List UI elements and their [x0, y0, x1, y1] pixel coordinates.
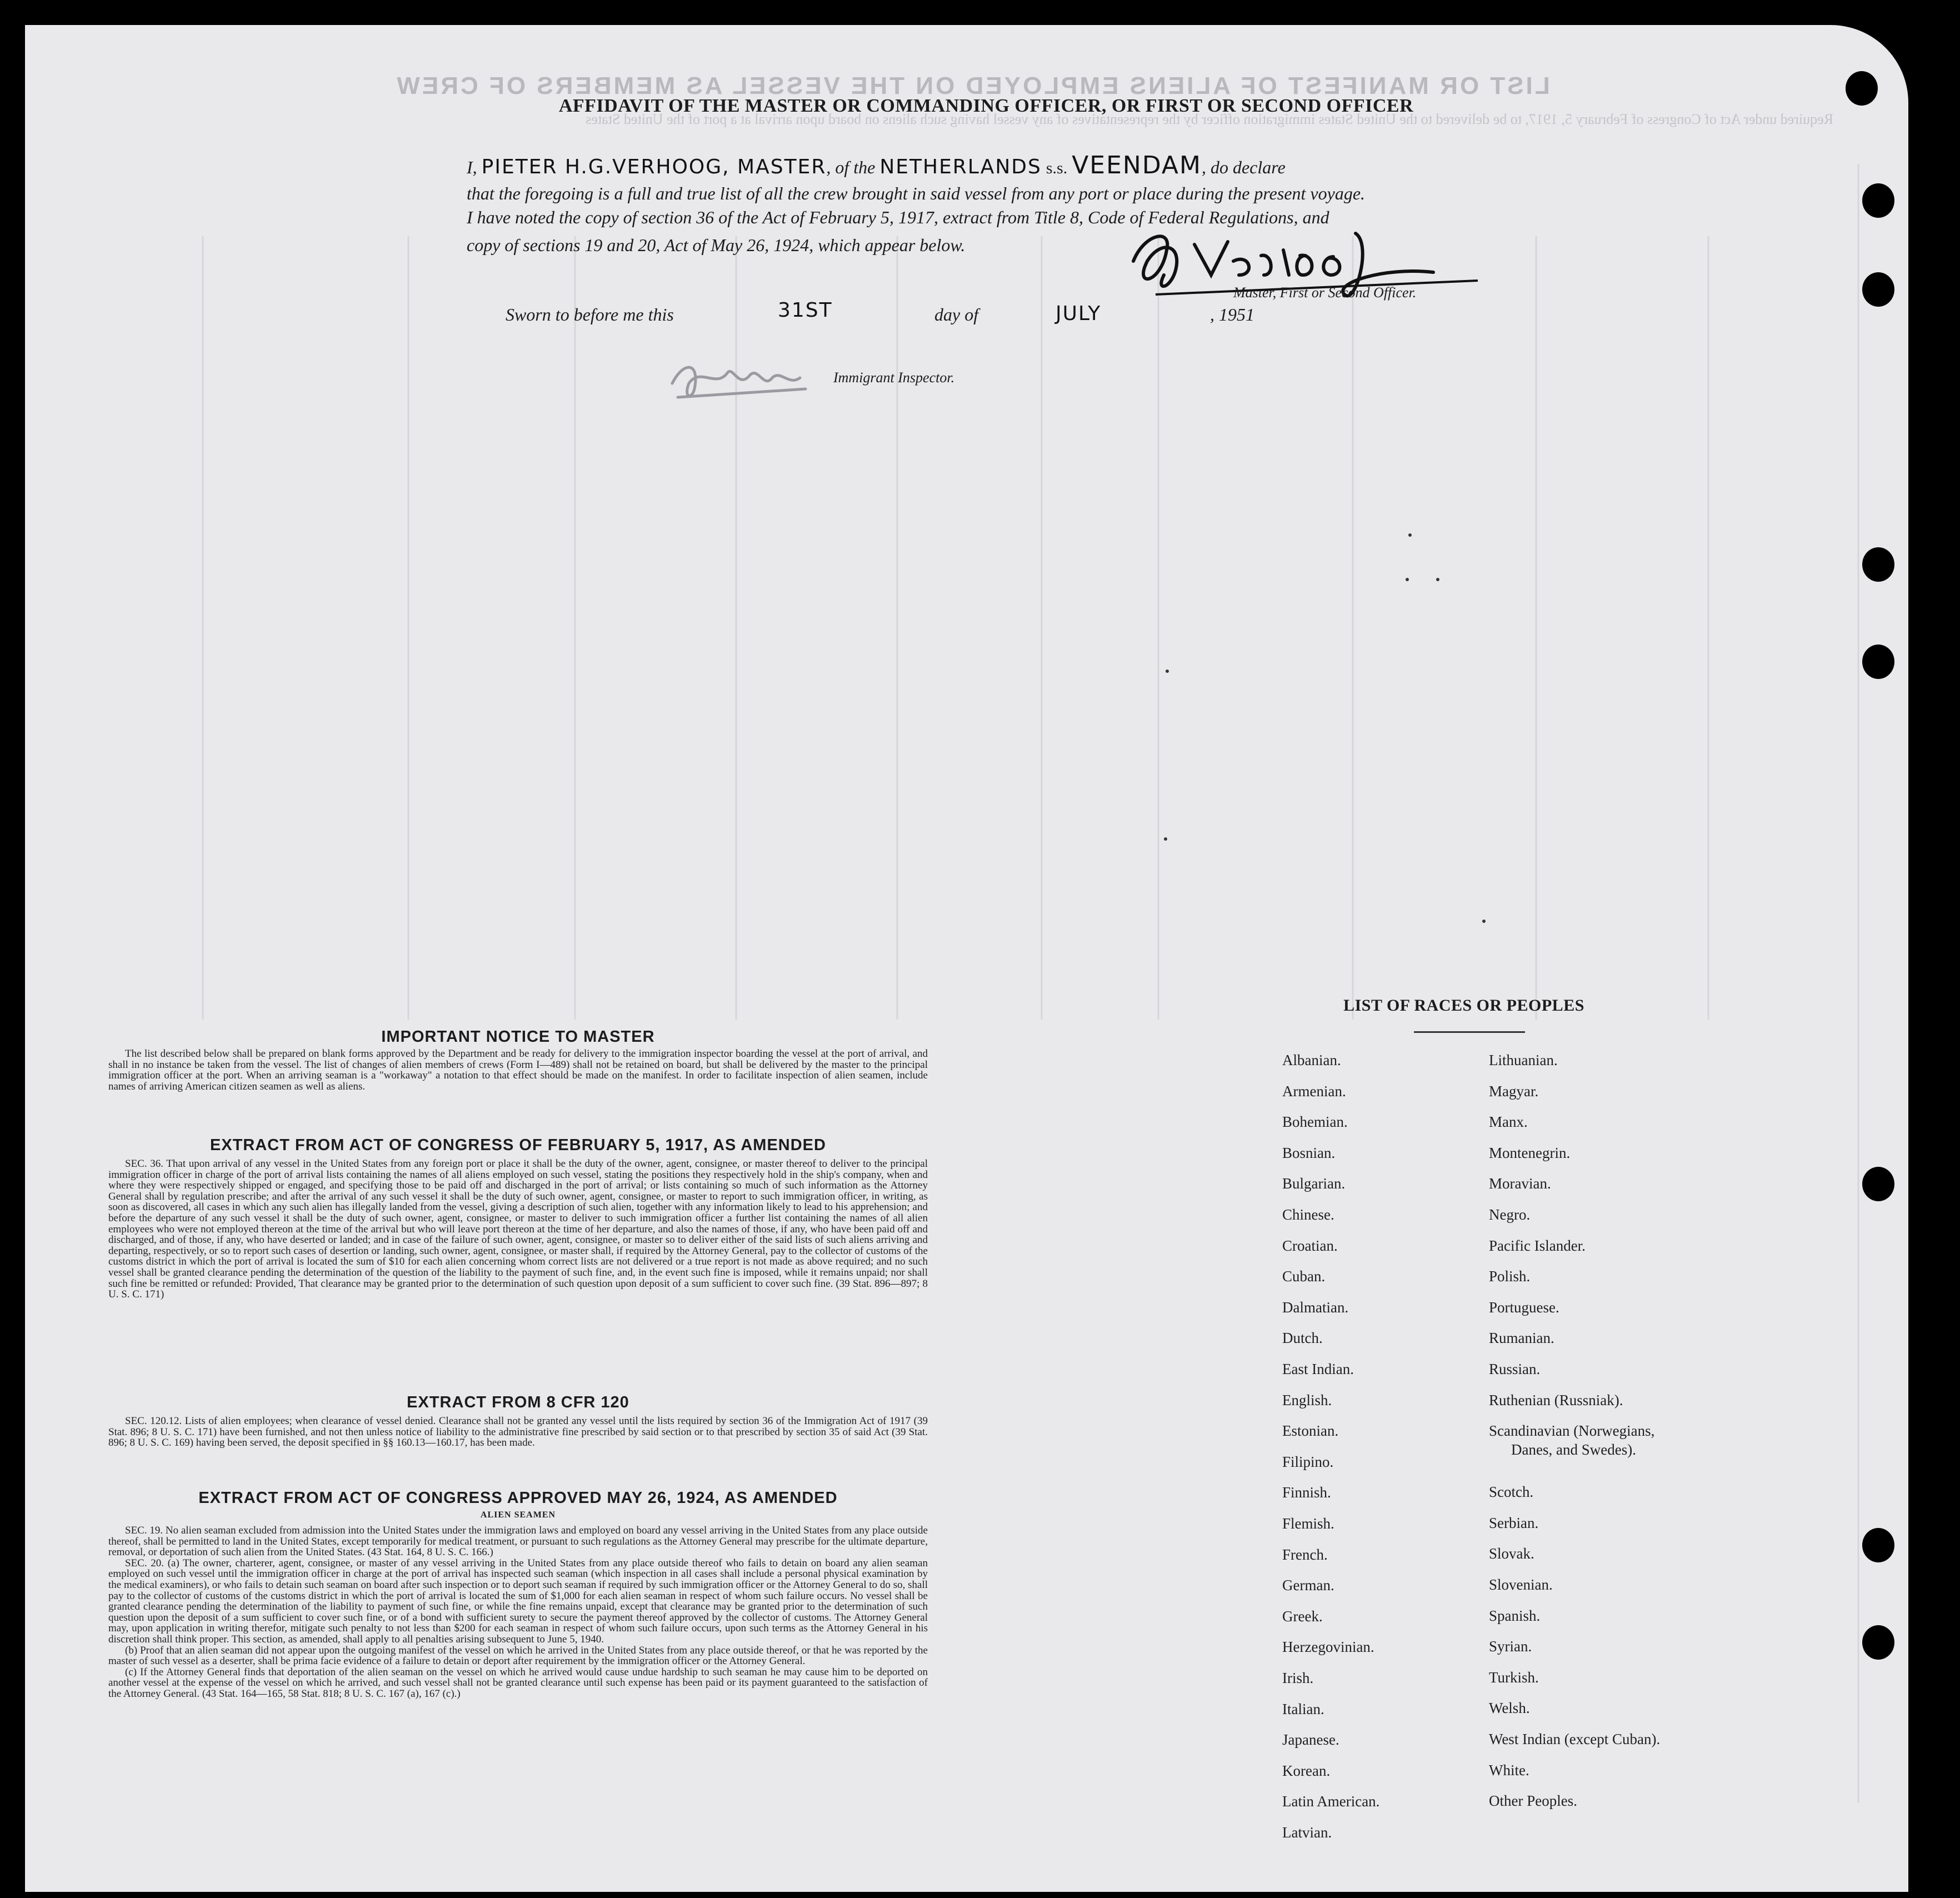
punch-hole [1862, 547, 1894, 582]
race-item: Portuguese. [1489, 1298, 1559, 1316]
race-item: Danes, and Swedes). [1511, 1441, 1636, 1459]
race-item: West Indian (except Cuban). [1489, 1731, 1661, 1747]
race-item: Negro. [1489, 1206, 1531, 1223]
race-item: Turkish. [1489, 1669, 1539, 1686]
inspector-signature [661, 350, 839, 406]
race-item: Montenegrin. [1489, 1144, 1571, 1161]
race-item: Japanese. [1282, 1731, 1339, 1749]
race-item: Greek. [1282, 1607, 1323, 1625]
race-item: Korean. [1282, 1762, 1331, 1779]
scan-speck [1164, 837, 1167, 841]
vessel-name: VEENDAM [1072, 151, 1202, 179]
race-item: Magyar. [1489, 1082, 1539, 1100]
bleedthrough-subline: Required under Act of Congress of February 5, 1917, to be delivered to the United States immigration officer by the representatives of any vessel having such aliens on board upon arrival at a port of the United States [586, 111, 1833, 127]
race-item: Polish. [1489, 1268, 1531, 1285]
notice-paragraph: The list described below shall be prepared on blank forms approved by the Department and be ready for delivery to the immigration inspector boarding the vessel at the port of arrival, and shall in no instance be taken from the vessel. The list of changes of alien members of crews (Form I—489) shall not be retained on board, but shall be delivered by the master to the principal immigration officer at the port. When an arriving seaman is a "workaway" a notation to that effect should be made on the manifest. In order to facilitate inspection of alien seamen, include names of arriving American citizen seamen as well as aliens. [108, 1048, 928, 1092]
race-item: Bohemian. [1282, 1113, 1348, 1131]
master-name: PIETER H.G.VERHOOG, MASTER [481, 156, 827, 178]
scan-speck [1166, 670, 1169, 673]
declare-label: , do declare [1202, 157, 1286, 177]
of-the-label: , of the [826, 157, 876, 177]
race-item: French. [1282, 1546, 1328, 1563]
race-item: East Indian. [1282, 1361, 1354, 1377]
extract-cfr-paragraph: SEC. 120.12. Lists of alien employees; when clearance of vessel denied. Clearance shall not be granted any vessel until the lists required by section 36 of the Immigration Act of 1917 (39 Stat. 896; 8 U. S. C. 171) have been furnished, and not then unless notice of liability to the administrative fine prescribed by said section or to that prescribed by section 35 of said Act (39 Stat. 896; 8 U. S. C. 169) having been served, the deposit specified in §§ 160.13—160.17, has been made. [108, 1415, 928, 1449]
scan-speck [1482, 920, 1486, 923]
scan-speck [1436, 578, 1439, 581]
ss-label: s.s. [1046, 159, 1068, 177]
race-item: Pacific Islander. [1489, 1237, 1586, 1254]
punch-hole [1846, 71, 1878, 106]
race-item: Rumanian. [1489, 1330, 1554, 1347]
race-item: Dalmatian. [1282, 1298, 1349, 1316]
race-item: Croatian. [1282, 1237, 1338, 1254]
race-item: Manx. [1489, 1113, 1528, 1131]
extract-1924-subtitle: ALIEN SEAMEN [480, 1510, 556, 1520]
race-item: Serbian. [1489, 1514, 1539, 1531]
race-item: Chinese. [1282, 1206, 1334, 1223]
race-item: Filipino. [1282, 1453, 1334, 1470]
races-divider [1414, 1031, 1525, 1033]
extract-cfr-title: EXTRACT FROM 8 CFR 120 [407, 1393, 629, 1411]
race-item: Moravian. [1489, 1175, 1551, 1192]
race-item: Dutch. [1282, 1330, 1323, 1347]
extract-1924-text [108, 1525, 928, 1700]
race-item: Finnish. [1282, 1484, 1331, 1501]
affidavit-line-4: copy of sections 19 and 20, Act of May 26, 1924, which appear below. [467, 235, 966, 255]
race-item: Bosnian. [1282, 1144, 1336, 1161]
affidavit-line-2: that the foregoing is a full and true list of all the crew brought in said vessel from any port or place during the present voyage. [467, 183, 1366, 203]
race-item: Latvian. [1282, 1824, 1332, 1841]
punch-hole [1862, 183, 1894, 218]
extract-1917-title: EXTRACT FROM ACT OF CONGRESS OF FEBRUARY 5, 1917, AS AMENDED [210, 1136, 826, 1154]
race-item: Ruthenian (Russniak). [1489, 1391, 1623, 1408]
master-label: Master, First or Second Officer. [1233, 284, 1417, 301]
extract-1917-paragraph: SEC. 36. That upon arrival of any vessel in the United States from any foreign port or place it shall be the duty of the owner, agent, consignee, or master thereof to deliver to the principal immigration officer in charge of the port of arrival lists containing the names of all aliens employed on such vessel, stating the positions they respectively hold in the ship's company, when and where they were respectively shipped or engaged, and specifying those to be paid off and discharged in the port of arrival; or lists containing so much of such information as the Attorney General shall by regulation prescribe; and after the arrival of any such vessel it shall be the duty of such owner, agent, consignee, or master to report to such immigration officer, in writing, as soon as discovered, all cases in which any such alien has illegally landed from the vessel, giving a description of such alien, together with any information likely to lead to his apprehension; and before the departure of any such vessel it shall be the duty of such owner, agent, consignee, or master to deliver to such immigration officer a further list containing the names of all alien employees who were not employed thereon at the time of the arrival but who will leave port thereon at the time of her departure, and also the names of those, if any, who have been paid off and discharged, and of those, if any, who have deserted or landed; and in case of the failure of such owner, agent, consignee, or master so to deliver either of the said lists of such aliens arriving and departing, respectively, or so to report such cases of desertion or landing, such owner, agent, consignee, or master shall, if required by the Attorney General, pay to the collector of customs of the customs district in which the port of arrival is located the sum of $10 for each alien concerning whom correct lists are not delivered or a true report is not made as above required; and no such vessel shall be granted clearance pending the determination of the question of the liability to the payment of such fine, and, in the event such fine is imposed, while it remains unpaid; nor shall such fine be remitted or refunded: Provided, That clearance may be granted prior to the determination of such question upon deposit of a sum sufficient to cover such fine. (39 Stat. 896—897; 8 U. S. C. 171) [108, 1158, 928, 1301]
race-item: German. [1282, 1577, 1334, 1594]
sec-20c-paragraph: (c) If the Attorney General finds that deportation of the alien seaman on the vessel on which he arrived would cause undue hardship to such seaman he may cause him to be deported on another vessel at the expense of the vessel on which he arrived, and such vessel shall not be granted clearance until such expense has been paid or its payment guaranteed to the satisfaction of the Attorney General. (43 Stat. 164—165, 58 Stat. 818; 8 U. S. C. 167 (a), 167 (c).) [108, 1666, 928, 1700]
scan-speck [1408, 533, 1412, 537]
notice-text [108, 1048, 928, 1092]
affidavit-line-1 [467, 151, 1489, 179]
punch-hole [1862, 645, 1894, 679]
race-item: Cuban. [1282, 1268, 1326, 1285]
race-item: Estonian. [1282, 1422, 1339, 1440]
extract-1917-text [108, 1158, 928, 1300]
punch-hole [1862, 272, 1894, 307]
race-item: Scotch. [1489, 1484, 1534, 1501]
extract-1924-title: EXTRACT FROM ACT OF CONGRESS APPROVED MAY 26, 1924, AS AMENDED [198, 1489, 838, 1507]
races-title: LIST OF RACES OR PEOPLES [1343, 996, 1584, 1015]
race-item: Other Peoples. [1489, 1792, 1577, 1810]
sworn-year: , 1951 [1210, 304, 1254, 324]
punch-hole [1862, 1167, 1894, 1201]
race-item: Italian. [1282, 1700, 1324, 1717]
extract-cfr-text [108, 1416, 928, 1449]
affidavit-intro: I, [467, 157, 477, 177]
sec-19-paragraph: SEC. 19. No alien seaman excluded from admission into the United States under the immigration laws and employed on board any vessel arriving in the United States from any place outside thereof, shall be permitted to land in the United States, except temporarily for medical treatment, or pursuant to such regulations as the Attorney General may prescribe for the ultimate departure, removal, or deportation of such alien from the United States. (43 Stat. 164, 8 U. S. C. 166.) [108, 1525, 928, 1559]
race-item: Lithuanian. [1489, 1052, 1558, 1068]
race-item: Scandinavian (Norwegians, [1489, 1422, 1655, 1440]
race-item: White. [1489, 1761, 1529, 1779]
sec-20a-paragraph: SEC. 20. (a) The owner, charterer, agent, consignee, or master of any vessel arriving in the United States from any place outside thereof who fails to detain on board any alien seaman employed on such vessel until the immigration officer in charge at the port of arrival has inspected such seaman (which inspection in all cases shall include a personal physical examination by the medical examiners), or who fails to detain such seaman on board after such inspection or to deport such seaman if required by such immigration officer or the Attorney General to do so, shall pay to the collector of customs of the customs district in which the port of arrival is located the sum of $1,000 for each alien seaman in respect of whom such failure occurs. No vessel shall be granted clearance pending the determination of the liability to payment of such fine, or while the fine remains unpaid, except that clearance may be granted prior to the determination of such question upon the deposit of a sum sufficient to cover such fine, or of a bond with sufficient surety to secure the payment thereof approved by the collector of customs. The Attorney General may, upon application in writing therefor, mitigate such penalty to not less than $200 for each seaman in respect of whom such failure occurs, upon such terms as the Attorney General in his discretion shall think proper. This section, as amended, shall apply to all penalties arising subsequent to June 5, 1940. [108, 1557, 928, 1645]
race-item: Bulgarian. [1282, 1175, 1346, 1192]
bleedthrough-header: LIST OR MANIFEST OF ALIENS EMPLOYED ON THE VESSEL AS MEMBERS OF CREW [394, 72, 1550, 99]
race-item: Syrian. [1489, 1638, 1532, 1655]
scan-speck [1406, 578, 1409, 581]
sworn-label: Sworn to before me this [506, 304, 674, 324]
sec-20b-paragraph: (b) Proof that an alien seaman did not appear upon the outgoing manifest of the vessel on which he arrived in the United States from any place outside thereof, or that he was reported by the master of such vessel as a deserter, shall be prima facie evidence of a failure to detain or deport after requirement by the immigration officer or the Attorney General. [108, 1644, 928, 1667]
sworn-day: 31ST [778, 299, 833, 322]
race-item: Slovak. [1489, 1545, 1534, 1562]
affidavit-line-3a: I have noted the copy of section 36 of the Act of February 5, 1917, extract from [467, 207, 1030, 227]
race-item: Flemish. [1282, 1515, 1334, 1532]
affidavit-line-3b: Title 8, Code of Federal Regulations [1034, 207, 1294, 227]
race-item: Slovenian. [1489, 1576, 1553, 1593]
race-item: English. [1282, 1391, 1332, 1408]
race-item: Armenian. [1282, 1082, 1346, 1100]
country-name: NETHERLANDS [879, 156, 1042, 178]
race-item: Albanian. [1282, 1052, 1341, 1068]
affidavit-line-3c: , and [1293, 207, 1329, 227]
notice-title: IMPORTANT NOTICE TO MASTER [381, 1028, 655, 1046]
race-item: Russian. [1489, 1361, 1541, 1377]
race-item: Welsh. [1489, 1700, 1530, 1717]
day-of-label: day of [934, 304, 979, 324]
race-item: Herzegovinian. [1282, 1639, 1374, 1656]
race-item: Latin American. [1282, 1793, 1380, 1810]
punch-hole [1862, 1528, 1894, 1562]
affidavit-title: AFFIDAVIT OF THE MASTER OR COMMANDING OFFICER, OR FIRST OR SECOND OFFICER [558, 96, 1414, 116]
race-item: Irish. [1282, 1670, 1314, 1686]
punch-hole [1862, 1625, 1894, 1660]
sworn-month: JULY [1056, 302, 1102, 325]
race-item: Spanish. [1489, 1607, 1541, 1624]
inspector-label: Immigrant Inspector. [833, 369, 955, 386]
